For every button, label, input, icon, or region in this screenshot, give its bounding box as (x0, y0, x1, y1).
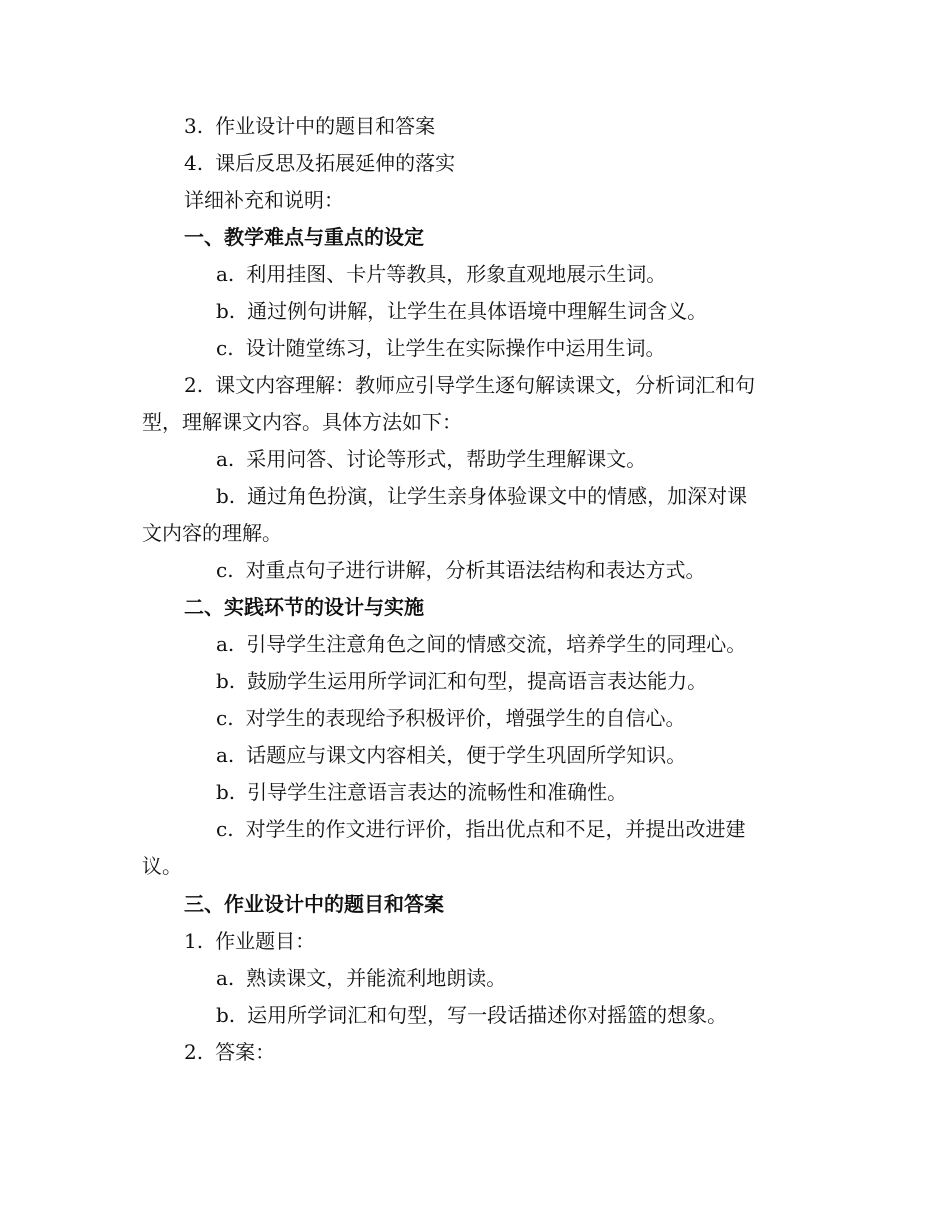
item-text: 详细补充和说明： (184, 188, 344, 212)
item-label: 4. (184, 151, 204, 175)
item-text: 通过例句讲解，让学生在具体语境中理解生词含义。 (247, 299, 708, 323)
item-text: 运用所学词汇和句型，写一段话描述你对摇篮的想象。 (247, 1003, 728, 1027)
paragraph-continuation (0, 408, 950, 436)
item-text: 引导学生注意角色之间的情感交流，培养学生的同理心。 (246, 632, 747, 656)
list-item (0, 334, 950, 362)
item-label: a. (216, 966, 235, 990)
item-text: 设计随堂练习，让学生在实际操作中运用生词。 (245, 336, 666, 360)
item-label: a. (216, 447, 235, 471)
paragraph-continuation (0, 519, 950, 547)
section-heading (0, 593, 950, 621)
section-heading (0, 890, 950, 918)
list-item (0, 260, 950, 288)
item-text: 课后反思及拓展延伸的落实 (215, 151, 456, 175)
list-item (0, 704, 950, 732)
item-label: c. (216, 817, 234, 841)
item-label: 1. (184, 929, 204, 953)
item-text: 议。 (142, 854, 182, 878)
item-text: 作业设计中的题目和答案 (215, 114, 436, 138)
item-label: c. (216, 558, 234, 582)
list-item (0, 112, 950, 140)
list-item (0, 741, 950, 769)
item-label: 3. (184, 114, 204, 138)
list-item (0, 630, 950, 658)
list-item (0, 556, 950, 584)
heading-text: 三、作业设计中的题目和答案 (184, 892, 444, 916)
item-text: 课文内容理解：教师应引导学生逐句解读课文，分析词汇和句 (215, 373, 756, 397)
list-item (0, 778, 950, 806)
item-label: c. (216, 336, 234, 360)
list-item (0, 927, 950, 955)
list-item (0, 371, 950, 399)
heading-text: 二、实践环节的设计与实施 (184, 595, 424, 619)
section-heading (0, 223, 950, 251)
item-text: 答案： (215, 1040, 276, 1064)
item-label: b. (216, 1003, 236, 1027)
list-item (0, 297, 950, 325)
item-text: 型，理解课文内容。具体方法如下： (142, 410, 462, 434)
list-item (0, 1038, 950, 1066)
paragraph-continuation (0, 852, 950, 880)
list-item (0, 149, 950, 177)
heading-text: 一、教学难点与重点的设定 (184, 225, 424, 249)
item-text: 鼓励学生运用所学词汇和句型，提高语言表达能力。 (247, 669, 708, 693)
item-label: 2. (184, 373, 204, 397)
list-item (0, 964, 950, 992)
list-item (0, 815, 950, 843)
item-text: 引导学生注意语言表达的流畅性和准确性。 (247, 780, 628, 804)
item-text: 采用问答、讨论等形式，帮助学生理解课文。 (246, 447, 647, 471)
item-text: 利用挂图、卡片等教具，形象直观地展示生词。 (246, 262, 667, 286)
paragraph-text (0, 186, 950, 214)
item-label: b. (216, 484, 236, 508)
item-label: b. (216, 299, 236, 323)
item-text: 通过角色扮演，让学生亲身体验课文中的情感，加深对课 (247, 484, 748, 508)
item-text: 对学生的作文进行评价，指出优点和不足，并提出改进建 (245, 817, 746, 841)
item-label: 2. (184, 1040, 204, 1064)
item-text: 对重点句子进行讲解，分析其语法结构和表达方式。 (245, 558, 706, 582)
list-item (0, 482, 950, 510)
list-item (0, 667, 950, 695)
item-label: a. (216, 632, 235, 656)
list-item (0, 445, 950, 473)
item-text: 作业题目： (215, 929, 316, 953)
item-label: a. (216, 743, 235, 767)
item-label: c. (216, 706, 234, 730)
item-text: 熟读课文，并能流利地朗读。 (246, 966, 507, 990)
item-text: 话题应与课文内容相关，便于学生巩固所学知识。 (246, 743, 687, 767)
item-text: 文内容的理解。 (142, 521, 282, 545)
list-item (0, 1001, 950, 1029)
item-label: a. (216, 262, 235, 286)
item-label: b. (216, 780, 236, 804)
item-label: b. (216, 669, 236, 693)
item-text: 对学生的表现给予积极评价，增强学生的自信心。 (245, 706, 686, 730)
